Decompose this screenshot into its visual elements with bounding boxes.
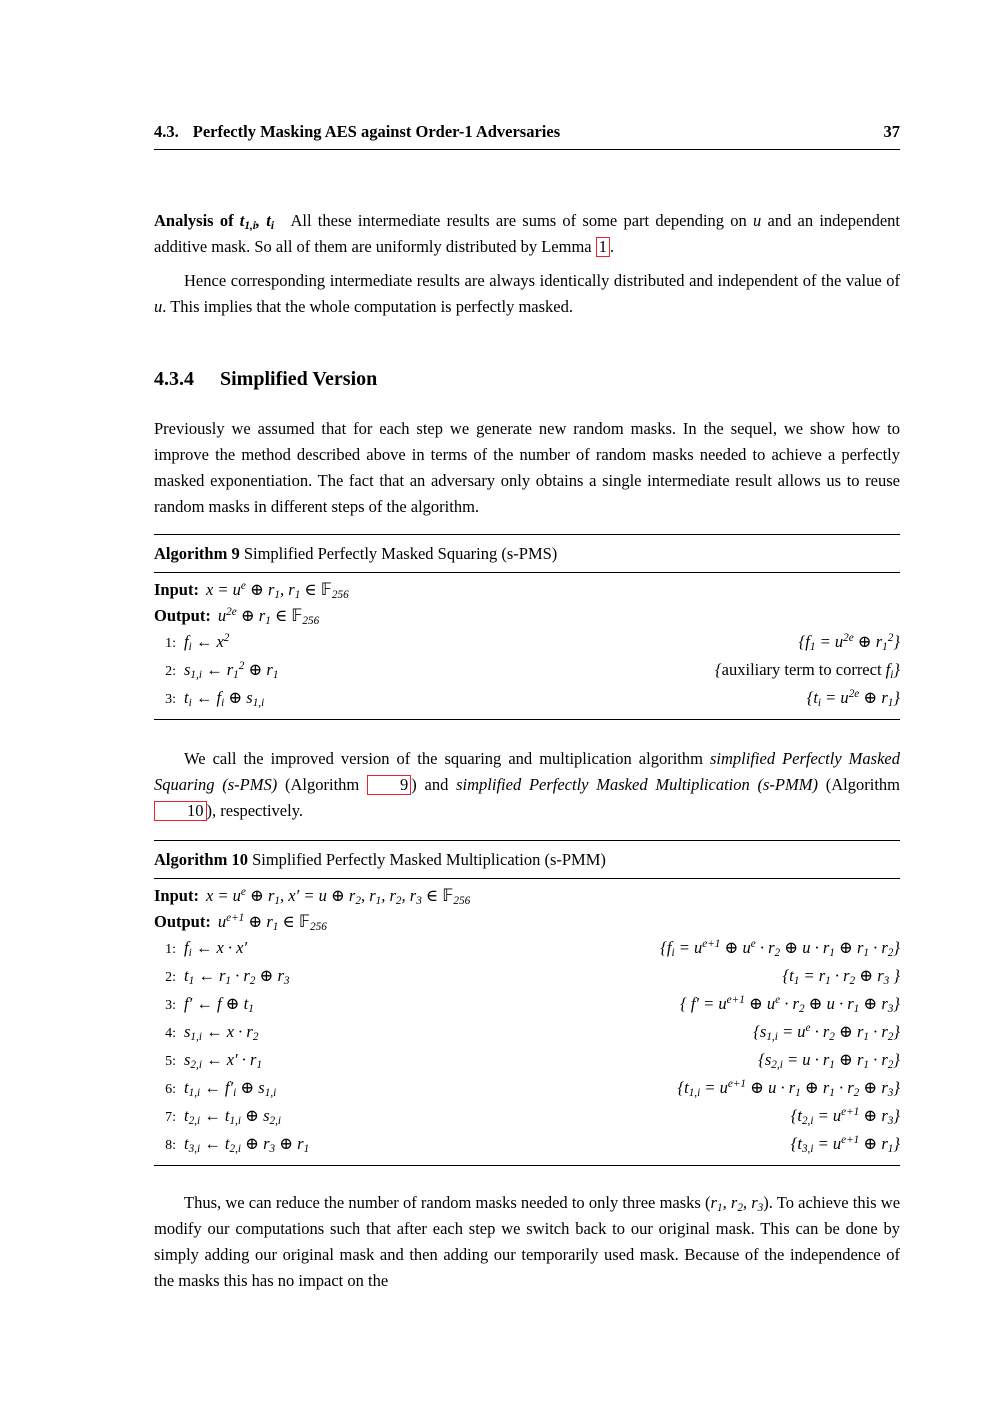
algorithm-10-box — [154, 840, 900, 1166]
step-number: 2: — [165, 970, 176, 985]
cross-ref-link[interactable]: 9 — [367, 775, 411, 795]
cross-ref-link[interactable]: 10 — [154, 801, 207, 821]
step-code: $f_i$ ← $x^2$ — [184, 631, 230, 653]
step-code: $s_{2,i}$ ← $x' \cdot r_1$ — [184, 1050, 263, 1071]
output-label: Output: — [154, 606, 211, 625]
subsection-number: 4.3.4 — [154, 368, 194, 390]
algorithm-10-label: Algorithm 10 — [154, 850, 248, 869]
algorithm-step — [154, 1075, 900, 1103]
step-comment: {$f_1 = u^{2e}$ ⊕ $r_1^2$} — [798, 631, 900, 653]
step-comment: {$s_{1,i} = u^e \cdot r_2$ ⊕ $r_1 \cdot r_2$} — [753, 1021, 900, 1043]
input-formula: $x = u^e$ ⊕ $r_1$, x′ = u ⊕ $r_2$, $r_1$, $r_2$, $r_3$ ∈ 𝔽$_{256}$ — [205, 885, 471, 907]
step-code: f′ ← f ⊕ $t_1$ — [184, 994, 254, 1015]
step-number: 3: — [165, 692, 176, 707]
step-number: 5: — [165, 1054, 176, 1069]
text-run: u — [753, 211, 762, 230]
output-formula: $u^{2e}$ ⊕ $r_1$ ∈ 𝔽$_{256}$ — [217, 605, 320, 627]
step-code: $t_{1,i}$ ← $f'_i$ ⊕ $s_{1,i}$ — [184, 1078, 277, 1099]
running-header — [154, 122, 900, 150]
algorithm-step — [154, 657, 900, 685]
paragraph-previously — [154, 416, 900, 520]
algorithm-step — [154, 1103, 900, 1131]
step-code: $f_i$ ← x · x′ — [184, 938, 248, 959]
step-number: 4: — [165, 1026, 176, 1041]
paragraph-wecall — [154, 746, 900, 824]
page-number: 37 — [883, 122, 900, 141]
algorithm-9-box — [154, 534, 900, 720]
subsection-title: Simplified Version — [220, 368, 378, 390]
paragraph-analysis — [154, 208, 900, 260]
step-number: 7: — [165, 1110, 176, 1125]
algorithm-10-caption — [154, 841, 900, 879]
text-run: ), respectively. — [206, 801, 304, 820]
step-comment: { $f' = u^{e+1}$ ⊕ $u^e \cdot r_2$ ⊕ $u \cdot r_1$ ⊕ $r_3$} — [680, 993, 900, 1015]
algorithm-step — [154, 1131, 900, 1159]
text-run: simplified Perfectly Masked Squaring (s-PMS) — [154, 749, 900, 794]
algorithm-step — [154, 1047, 900, 1075]
step-code: $t_{3,i}$ ← $t_{2,i}$ ⊕ $r_3$ ⊕ $r_1$ — [184, 1134, 310, 1155]
step-code: $t_1$ ← $r_1 \cdot r_2$ ⊕ $r_3$ — [184, 966, 290, 987]
algorithm-9-body — [154, 573, 900, 719]
step-comment: {$s_{2,i} = u \cdot r_1$ ⊕ $r_1 \cdot r_2$} — [758, 1050, 900, 1071]
step-comment: {auxiliary term to correct $f_i$} — [715, 660, 900, 681]
step-comment: {$t_i = u^{2e}$ ⊕ $r_1$} — [806, 687, 900, 709]
page-content — [154, 122, 900, 1294]
text-run: All these intermediate results are sums of some part depending on — [273, 211, 754, 230]
step-comment: {$t_{2,i} = u^{e+1}$ ⊕ $r_3$} — [790, 1105, 900, 1127]
step-code: $t_{2,i}$ ← $t_{1,i}$ ⊕ $s_{2,i}$ — [184, 1106, 282, 1127]
output-label: Output: — [154, 912, 211, 931]
step-code: $s_{1,i}$ ← $x \cdot r_2$ — [184, 1022, 259, 1043]
algorithm-9-label: Algorithm 9 — [154, 544, 240, 563]
step-number: 2: — [165, 664, 176, 679]
text-run: (Algorithm — [817, 775, 900, 794]
algorithm-step — [154, 1019, 900, 1047]
paragraph-hence — [154, 268, 900, 320]
algorithm-9-title: Simplified Perfectly Masked Squaring (s-PMS) — [243, 544, 558, 563]
paragraph-thus — [154, 1190, 900, 1294]
algorithm-10-steps — [154, 935, 900, 1159]
text-run: $t_{1,i}$, $t_i$ — [239, 211, 274, 232]
algorithm-step — [154, 629, 900, 657]
text-run: . — [610, 237, 615, 256]
algorithm-9-output — [154, 603, 900, 629]
text-run: ) and — [411, 775, 457, 794]
cross-ref-link[interactable]: 1 — [596, 237, 610, 257]
text-run: u — [154, 297, 163, 316]
input-label: Input: — [154, 886, 199, 905]
algorithm-step — [154, 935, 900, 963]
text-run: and an independent additive mask. So all of them are uniformly distributed by Lemma — [154, 211, 900, 256]
algorithm-step — [154, 685, 900, 713]
text-run: simplified Perfectly Masked Multiplication (s-PMM) — [456, 775, 818, 794]
step-comment: {$t_{1,i} = u^{e+1}$ ⊕ $u \cdot r_1$ ⊕ $r_1 \cdot r_2$ ⊕ $r_3$} — [677, 1077, 900, 1099]
step-comment: {$t_1 = r_1 \cdot r_2$ ⊕ $r_3$ } — [782, 966, 900, 987]
step-code: $s_{1,i}$ ← $r_1^2$ ⊕ $r_1$ — [184, 659, 279, 681]
step-code: $t_i$ ← $f_i$ ⊕ $s_{1,i}$ — [184, 688, 265, 709]
output-formula: $u^{e+1}$ ⊕ $r_1$ ∈ 𝔽$_{256}$ — [217, 911, 327, 933]
text-run: Hence corresponding intermediate results are always identically distributed and independent of the value of — [184, 271, 900, 290]
text-run: (Algorithm — [277, 775, 368, 794]
algorithm-10-input — [154, 883, 900, 909]
subsection-heading — [154, 366, 900, 392]
input-formula: $x = u^e$ ⊕ $r_1$, $r_1$ ∈ 𝔽$_{256}$ — [205, 579, 349, 601]
text-run: We call the improved version of the squaring and multiplication algorithm — [184, 749, 710, 768]
algorithm-9-caption — [154, 535, 900, 573]
algorithm-9-input — [154, 577, 900, 603]
step-comment: {$t_{3,i} = u^{e+1}$ ⊕ $r_1$} — [790, 1133, 900, 1155]
algorithm-9-steps — [154, 629, 900, 713]
step-number: 1: — [165, 636, 176, 651]
header-section-number: 4.3. — [154, 122, 179, 141]
step-number: 1: — [165, 942, 176, 957]
algorithm-10-body — [154, 879, 900, 1165]
step-number: 6: — [165, 1082, 176, 1097]
input-label: Input: — [154, 580, 199, 599]
header-section-title: Perfectly Masking AES against Order-1 Adversaries — [192, 122, 561, 141]
text-run: . This implies that the whole computation is perfectly masked. — [162, 297, 573, 316]
text-run: Thus, we can reduce the number of random masks needed to only three masks ( — [184, 1193, 711, 1212]
text-run: Analysis of — [154, 211, 240, 230]
algorithm-10-title: Simplified Perfectly Masked Multiplication (s-PMM) — [252, 850, 606, 869]
text-run: ). To achieve this we modify our computations such that after each step we switch back to our original mask. This can be done by simply adding our original mask and then adding our temporarily used mask. Because of the independence of the masks this has no impact on the — [154, 1193, 901, 1290]
step-comment: {$f_i = u^{e+1}$ ⊕ $u^e \cdot r_2$ ⊕ $u \cdot r_1$ ⊕ $r_1 \cdot r_2$} — [660, 937, 900, 959]
text-run: $r_1$, $r_2$, $r_3$ — [710, 1193, 764, 1214]
header-left — [154, 122, 560, 142]
algorithm-step — [154, 991, 900, 1019]
text-run: Previously we assumed that for each step we generate new random masks. In the sequel, we show how to improve the method described above in terms of the number of random masks needed to achieve a perfectly masked exponentiation. The fact that an adversary only obtains a single intermediate result allows us to reuse random masks in different steps of the algorithm. — [154, 419, 900, 516]
step-number: 3: — [165, 998, 176, 1013]
step-number: 8: — [165, 1138, 176, 1153]
algorithm-step — [154, 963, 900, 991]
algorithm-10-output — [154, 909, 900, 935]
